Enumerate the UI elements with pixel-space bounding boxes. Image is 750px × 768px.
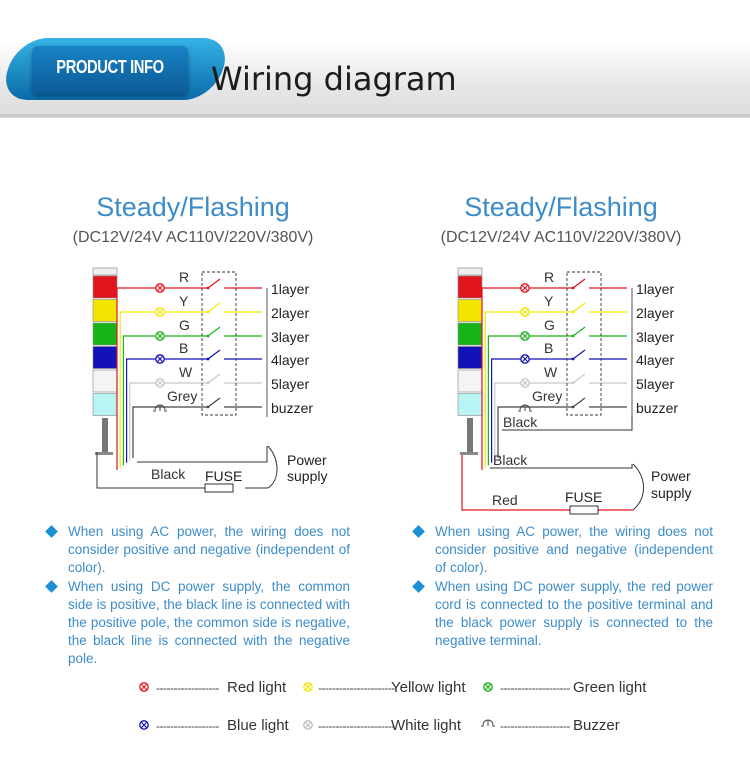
right-red-label: Red bbox=[492, 492, 518, 508]
right-letter-green: G bbox=[544, 317, 555, 333]
left-notes bbox=[46, 523, 350, 669]
right-note-ac: When using AC power, the wiring does not consider positive and negative (independent of color). bbox=[413, 523, 713, 576]
left-panel-title: Steady/Flashing bbox=[96, 192, 290, 222]
left-letter-green: G bbox=[179, 317, 190, 333]
right-panel-subtitle: (DC12V/24V AC110V/220V/380V) bbox=[440, 229, 682, 246]
left-wire-grey bbox=[133, 407, 200, 458]
left-lens-white bbox=[93, 370, 117, 392]
legend-dash: ------------------ bbox=[156, 719, 219, 733]
left-switch-red bbox=[200, 279, 262, 288]
legend-red-light: Red light bbox=[227, 679, 287, 696]
right-fuse-icon bbox=[570, 506, 598, 514]
left-contact-red bbox=[207, 287, 210, 290]
right-red-wire bbox=[462, 455, 633, 510]
right-tower-pole bbox=[467, 418, 473, 454]
right-contact-yellow bbox=[572, 311, 575, 314]
left-grey-buzzer-icon bbox=[153, 405, 167, 411]
right-tower-cap bbox=[458, 268, 482, 275]
right-contact-grey bbox=[572, 406, 575, 409]
legend-yellow-light: Yellow light bbox=[391, 679, 466, 696]
left-switch-blue bbox=[200, 350, 262, 359]
left-letter-yellow: Y bbox=[179, 293, 189, 309]
left-switch-green bbox=[200, 327, 262, 336]
left-switch-yellow bbox=[200, 303, 262, 312]
right-lens-yellow bbox=[458, 300, 482, 322]
left-contact-grey bbox=[207, 406, 210, 409]
right-contact-green bbox=[572, 335, 575, 338]
right-lens-green bbox=[458, 323, 482, 345]
right-switch-white bbox=[565, 374, 627, 383]
right-layer-1: 1layer bbox=[636, 281, 675, 297]
right-grey-buzzer-icon bbox=[518, 405, 532, 411]
left-layer-4: 4layer bbox=[271, 352, 310, 368]
left-switch-box bbox=[202, 272, 236, 415]
right-contact-blue bbox=[572, 358, 575, 361]
legend-dash: ---------------------- bbox=[318, 681, 395, 695]
left-layer-6: buzzer bbox=[271, 400, 314, 416]
left-letter-red: R bbox=[179, 269, 190, 285]
left-lens-red bbox=[93, 276, 117, 298]
right-contact-white bbox=[572, 382, 575, 385]
left-contact-blue bbox=[207, 358, 210, 361]
left-lens-green bbox=[93, 323, 117, 345]
left-layer-2: 2layer bbox=[271, 305, 310, 321]
right-contact-red bbox=[572, 287, 575, 290]
left-tower-base bbox=[95, 452, 113, 455]
right-switch-blue bbox=[565, 350, 627, 359]
page-title: Wiring diagram bbox=[211, 60, 457, 98]
right-panel-title: Steady/Flashing bbox=[464, 192, 658, 222]
right-wiring-diagram bbox=[458, 268, 691, 514]
diamond-bullet-icon bbox=[45, 581, 58, 594]
left-lens-yellow bbox=[93, 300, 117, 322]
left-layer-3: 3layer bbox=[271, 329, 310, 345]
diamond-bullet-icon bbox=[45, 525, 58, 538]
left-tower-pole bbox=[102, 418, 108, 454]
right-switch-grey bbox=[565, 398, 627, 407]
left-contact-yellow bbox=[207, 311, 210, 314]
legend-blue-light: Blue light bbox=[227, 717, 289, 734]
right-black-lower-label: Black bbox=[493, 452, 528, 468]
legend-dash: ---------------------- bbox=[318, 719, 395, 733]
right-layer-4: 4layer bbox=[636, 352, 675, 368]
right-note-dc: When using DC power supply, the red power cord is connected to the positive terminal and the black power supply is connected to the negative terminal. bbox=[413, 578, 713, 649]
left-letter-grey: Grey bbox=[167, 388, 198, 404]
right-black-upper-label: Black bbox=[503, 414, 538, 430]
right-letter-yellow: Y bbox=[544, 293, 554, 309]
legend-dash: -------------------- bbox=[500, 719, 570, 733]
right-supply-bracket bbox=[633, 464, 644, 510]
left-black-wire bbox=[137, 446, 267, 462]
left-note-dc: When using DC power supply, the common side is positive, the black line is connected with the positive pole, the common side is negative, the black line is connected with the negative pole. bbox=[46, 578, 350, 667]
right-fuse-label: FUSE bbox=[565, 489, 603, 505]
right-supply-label: supply bbox=[651, 485, 692, 501]
right-switch-yellow bbox=[565, 303, 627, 312]
right-letter-red: R bbox=[544, 269, 555, 285]
right-lens-blue bbox=[458, 347, 482, 369]
left-contact-green bbox=[207, 335, 210, 338]
left-wiring-diagram bbox=[93, 268, 327, 492]
left-contact-white bbox=[207, 382, 210, 385]
legend-dash: ------------------ bbox=[156, 681, 219, 695]
left-letter-blue: B bbox=[179, 340, 189, 356]
left-fuse-icon bbox=[205, 484, 233, 492]
right-power-label: Power bbox=[651, 468, 691, 484]
right-lens-cyan bbox=[458, 394, 482, 416]
right-layer-3: 3layer bbox=[636, 329, 675, 345]
left-fuse-label: FUSE bbox=[205, 468, 243, 484]
right-lens-red bbox=[458, 276, 482, 298]
right-letter-grey: Grey bbox=[532, 388, 563, 404]
left-power-label: Power bbox=[287, 452, 327, 468]
left-note-ac: When using AC power, the wiring does not consider positive and negative (independent of color). bbox=[46, 523, 350, 576]
legend-buzzer: Buzzer bbox=[573, 717, 620, 734]
product-info-label: PRODUCT INFO bbox=[56, 57, 164, 77]
right-letter-blue: B bbox=[544, 340, 554, 356]
legend-buzzer-icon bbox=[481, 720, 495, 726]
legend-white-light: White light bbox=[391, 717, 462, 734]
right-switch-green bbox=[565, 327, 627, 336]
left-tower-cap bbox=[93, 268, 117, 275]
left-lens-cyan bbox=[93, 394, 117, 416]
left-layer-5: 5layer bbox=[271, 376, 310, 392]
right-tower-base bbox=[460, 452, 478, 455]
right-layer-5: 5layer bbox=[636, 376, 675, 392]
left-panel-subtitle: (DC12V/24V AC110V/220V/380V) bbox=[72, 229, 314, 246]
legend-dash: -------------------- bbox=[500, 681, 570, 695]
right-switch-red bbox=[565, 279, 627, 288]
left-supply-label: supply bbox=[287, 468, 328, 484]
right-switch-box bbox=[567, 272, 601, 415]
left-switch-white bbox=[200, 374, 262, 383]
legend-green-light: Green light bbox=[573, 679, 647, 696]
left-switch-grey bbox=[200, 398, 262, 407]
left-black-label: Black bbox=[151, 466, 186, 482]
right-layer-6: buzzer bbox=[636, 400, 679, 416]
right-notes bbox=[413, 523, 713, 652]
diamond-bullet-icon bbox=[412, 581, 425, 594]
left-lens-blue bbox=[93, 347, 117, 369]
right-layer-2: 2layer bbox=[636, 305, 675, 321]
diamond-bullet-icon bbox=[412, 525, 425, 538]
left-layer-1: 1layer bbox=[271, 281, 310, 297]
right-lens-white bbox=[458, 370, 482, 392]
left-letter-white: W bbox=[179, 364, 193, 380]
right-letter-white: W bbox=[544, 364, 558, 380]
left-supply-bracket bbox=[268, 446, 277, 488]
